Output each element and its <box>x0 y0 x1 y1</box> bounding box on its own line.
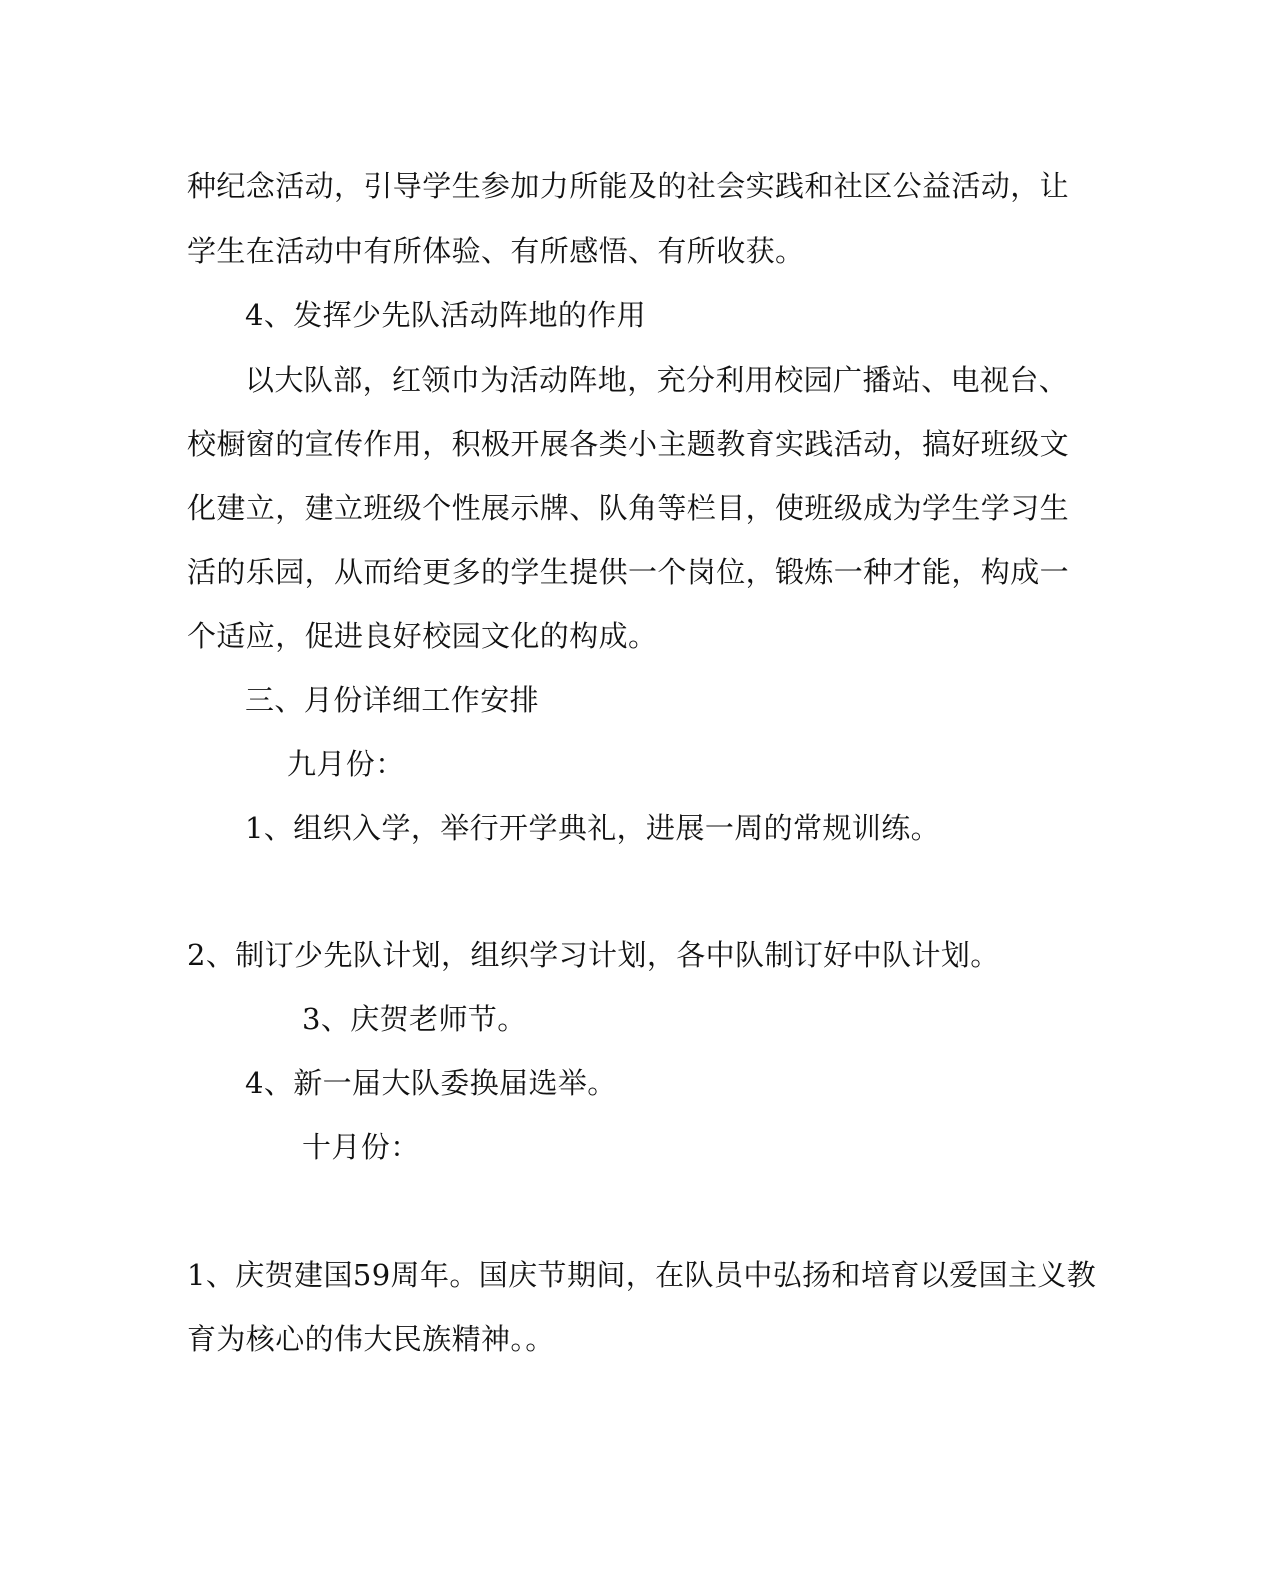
section-heading: 4、发挥少先队活动阵地的作用 <box>245 298 647 332</box>
section-heading: 三、月份详细工作安排 <box>245 683 540 717</box>
text-line: 以大队部，红领巾为活动阵地，充分利用校园广播站、电视台、 <box>245 363 1069 397</box>
text-line: 化建立，建立班级个性展示牌、队角等栏目，使班级成为学生学习生 <box>187 491 1070 525</box>
list-item: 3、庆贺老师节。 <box>302 1002 527 1036</box>
text-line: 活的乐园，从而给更多的学生提供一个岗位，锻炼一种才能，构成一 <box>187 555 1070 589</box>
text-line: 校橱窗的宣传作用，积极开展各类小主题教育实践活动，搞好班级文 <box>187 427 1070 461</box>
list-item: 1、庆贺建国59周年。国庆节期间，在队员中弘扬和培育以爱国主义教 <box>187 1258 1097 1292</box>
text-line: 育为核心的伟大民族精神。。 <box>187 1322 555 1356</box>
text-line: 个适应，促进良好校园文化的构成。 <box>187 619 658 653</box>
text-line: 学生在活动中有所体验、有所感悟、有所收获。 <box>187 234 805 268</box>
list-item: 1、组织入学，举行开学典礼，进展一周的常规训练。 <box>245 811 941 845</box>
text-line: 种纪念活动，引导学生参加力所能及的社会实践和社区公益活动，让 <box>187 169 1070 203</box>
list-item: 2、制订少先队计划，组织学习计划，各中队制订好中队计划。 <box>187 938 1000 972</box>
month-heading: 十月份： <box>302 1130 420 1164</box>
list-item: 4、新一届大队委换届选举。 <box>245 1066 617 1100</box>
month-heading: 九月份： <box>287 747 405 781</box>
